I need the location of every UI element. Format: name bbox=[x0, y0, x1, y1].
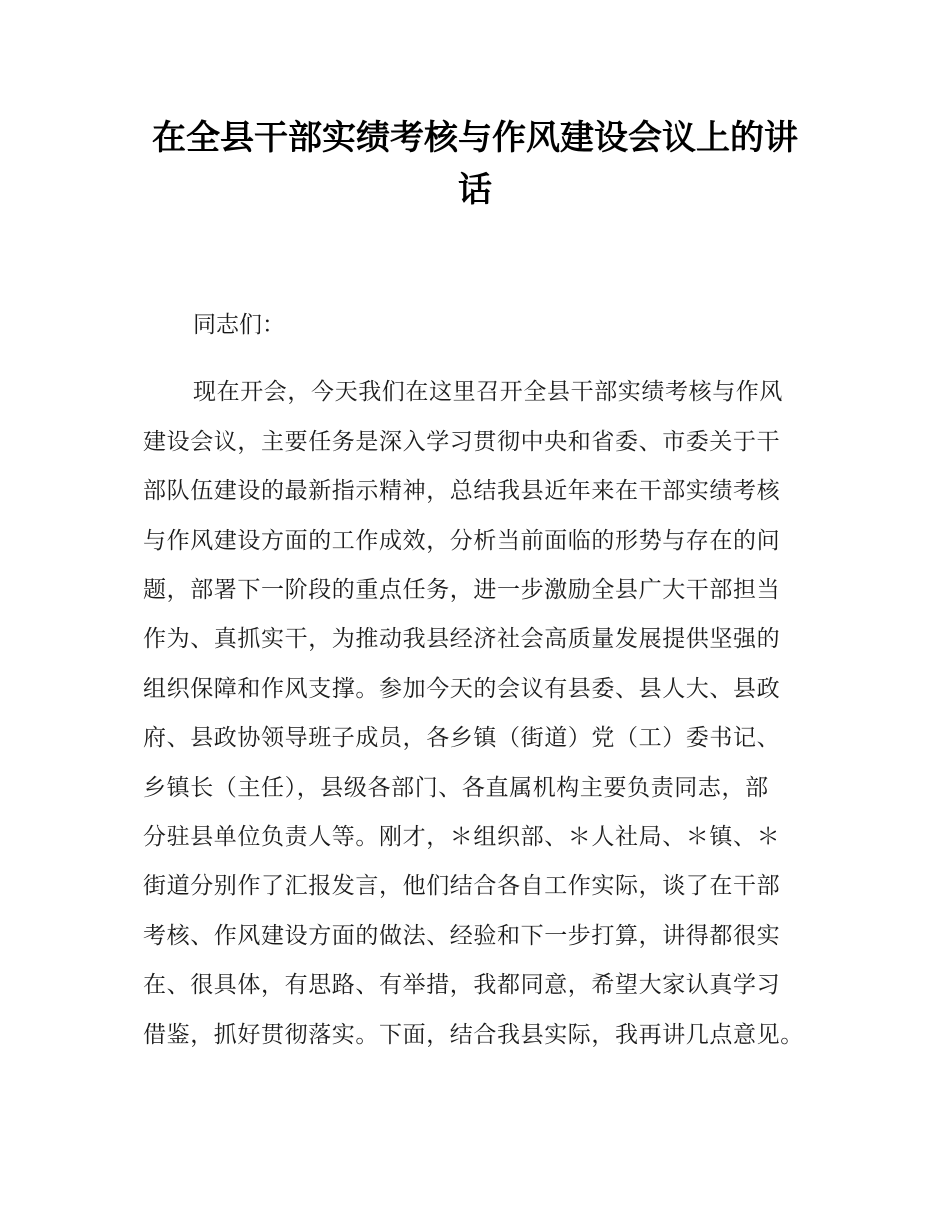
paragraph-line: 建设会议，主要任务是深入学习贯彻中央和省委、市委关于干 bbox=[143, 428, 781, 455]
paragraph-line: 题，部署下一阶段的重点任务，进一步激励全县广大干部担当 bbox=[143, 577, 781, 604]
paragraph-line: 借鉴，抓好贯彻落实。下面，结合我县实际，我再讲几点意见。 bbox=[143, 1021, 804, 1048]
paragraph-gap bbox=[143, 350, 825, 368]
paragraph-line: 作为、真抓实干，为推动我县经济社会高质量发展提供坚强的 bbox=[143, 626, 781, 653]
paragraph-line: 府、县政协领导班子成员，各乡镇（街道）党（工）委书记、 bbox=[143, 725, 781, 752]
document-title: 在全县干部实绩考核与作风建设会议上的讲话 bbox=[152, 118, 798, 210]
document-body bbox=[143, 301, 825, 1060]
paragraph-line: 与作风建设方面的工作成效，分析当前面临的形势与存在的问 bbox=[143, 527, 781, 554]
salutation: 同志们： bbox=[193, 312, 285, 338]
paragraph-line: 部队伍建设的最新指示精神，总结我县近年来在干部实绩考核 bbox=[143, 478, 781, 505]
paragraph-line: 乡镇长（主任），县级各部门、各直属机构主要负责同志，部 bbox=[143, 774, 769, 801]
paragraph-line: 街道分别作了汇报发言，他们结合各自工作实际，谈了在干部 bbox=[143, 873, 781, 900]
paragraph-line: 分驻县单位负责人等。刚才，＊组织部、＊人社局、＊镇、＊ bbox=[143, 824, 781, 851]
paragraph-line: 组织保障和作风支撑。参加今天的会议有县委、县人大、县政 bbox=[143, 675, 781, 702]
paragraph-line: 现在开会，今天我们在这里召开全县干部实绩考核与作风 bbox=[193, 379, 783, 406]
paragraph bbox=[143, 368, 825, 1060]
paragraph-line: 在、很具体，有思路、有举措，我都同意，希望大家认真学习 bbox=[143, 972, 781, 999]
paragraph-line: 考核、作风建设方面的做法、经验和下一步打算，讲得都很实 bbox=[143, 922, 781, 949]
